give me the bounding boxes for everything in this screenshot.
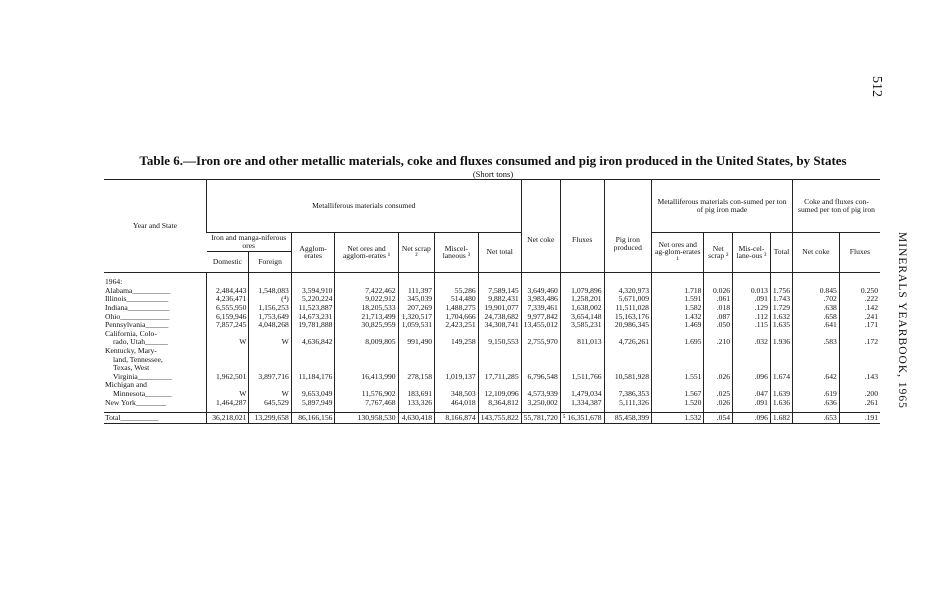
total-label: Total__________ [104,412,207,423]
table-cell: 1,962,501 [207,372,249,381]
header-pig-iron-produced: Pig iron produced [604,180,651,273]
total-cell: 8,166,874 [435,412,479,423]
header-pt-fluxes: Fluxes [839,233,880,273]
table-cell: 1.632 [770,312,792,321]
table-cell: 1,753,649 [249,312,291,321]
state-label: Ohio_____________ [105,311,170,321]
table-cell: 1.695 [651,338,703,347]
table-cell: 20,986,345 [604,321,651,330]
table-cell: 1,059,531 [398,321,434,330]
header-foreign: Foreign [249,251,291,272]
state-label: Indiana___________ [105,303,170,313]
table-cell: .583 [793,338,840,347]
data-table [104,179,880,424]
table-cell: 1.674 [770,372,792,381]
table-body [104,272,880,423]
table-cell [435,355,479,364]
table-cell: .172 [839,338,880,347]
table-cell [521,355,560,364]
table-cell: 7,386,353 [604,390,651,399]
table-cell: 3,250,002 [521,398,560,407]
table-cell: 55,286 [435,287,479,296]
table-cell [839,347,880,356]
state-label: California, Colo- [105,328,157,338]
table-cell: 4,636,842 [291,338,335,347]
table-cell [770,347,792,356]
table-cell: 345,039 [398,295,434,304]
table-cell: 4,320,973 [604,287,651,296]
table-cell: 17,711,285 [478,372,521,381]
header-pt-total: Total [770,233,792,273]
table-cell: 811,013 [560,338,604,347]
table-cell: 1.567 [651,390,703,399]
table-cell: 1.729 [770,304,792,313]
total-cell: 86,166,156 [291,412,335,423]
table-cell: .025 [704,390,733,399]
table-cell: 1.469 [651,321,703,330]
table-cell: 133,326 [398,398,434,407]
table-row [104,372,880,381]
header-miscellaneous: Miscel-laneous ³ [435,233,479,273]
table-row [104,347,880,356]
table-cell [249,347,291,356]
table-cell: 34,308,741 [478,321,521,330]
table-cell: 3,654,148 [560,312,604,321]
table-cell: 348,503 [435,390,479,399]
table-cell: 514,480 [435,295,479,304]
table-cell: 9,977,842 [521,312,560,321]
state-label: New York________ [105,397,167,407]
table-cell: .619 [793,390,840,399]
table-cell: 4,726,261 [604,338,651,347]
total-cell: 85,458,399 [604,412,651,423]
table-cell: .087 [704,312,733,321]
table-cell: 1,638,002 [560,304,604,313]
header-agglomerates: Agglom-erates [291,233,335,273]
table-cell: 11,523,887 [291,304,335,313]
table-cell: 6,555,950 [207,304,249,313]
table-cell: 3,585,231 [560,321,604,330]
table-cell: .026 [704,398,733,407]
table-cell: 24,738,682 [478,312,521,321]
table-cell: 1,334,387 [560,398,604,407]
table-cell: 9,022,912 [335,295,398,304]
table-cell: W [207,338,249,347]
table-cell: (⁴) [249,295,291,304]
table-cell: 11,511,028 [604,304,651,313]
table-cell: 645,529 [249,398,291,407]
table-cell: 0.250 [839,287,880,296]
table-cell: 3,649,460 [521,287,560,296]
table-cell: .636 [793,398,840,407]
table-cell: .112 [733,312,771,321]
table-cell: 19,781,888 [291,321,335,330]
header-iron-manganiferous: Iron and manga-niferous ores [207,233,292,252]
header-pt-net-coke: Net coke [793,233,840,273]
state-label: Alabama__________ [105,285,171,295]
header-pt-misc: Mis-cel-lane-ous ³ [733,233,771,273]
page-number: 512 [869,76,884,97]
table-cell: 1,320,517 [398,312,434,321]
table-cell: .026 [704,372,733,381]
table-cell: .642 [793,372,840,381]
table-cell: .261 [839,398,880,407]
table-cell: .018 [704,304,733,313]
table-cell: .222 [839,295,880,304]
table-cell: .129 [733,304,771,313]
table-cell: 30,825,959 [335,321,398,330]
total-cell: ⁵ 16,351,678 [560,412,604,423]
table-cell [478,355,521,364]
total-cell: 130,958,530 [335,412,398,423]
table-cell [207,347,249,356]
table-cell: .241 [839,312,880,321]
table-cell: 1.551 [651,372,703,381]
table-cell: .200 [839,390,880,399]
table-cell: 1.639 [770,390,792,399]
table-cell: .641 [793,321,840,330]
header-pt-net-scrap: Net scrap ² [704,233,733,273]
table-cell [651,355,703,364]
table-cell: 9,882,431 [478,295,521,304]
total-cell: 1.532 [651,412,703,423]
table-cell [291,355,335,364]
header-coke-fluxes-per-ton: Coke and fluxes con-sumed per ton of pig iron [793,180,881,233]
header-metalliferous-per-ton: Metalliferous materials con-sumed per ton of pig iron made [651,180,792,233]
table-cell: 1,464,287 [207,398,249,407]
table-cell: 149,258 [435,338,479,347]
table-cell: .061 [704,295,733,304]
table-cell: 1.520 [651,398,703,407]
table-cell: 5,111,326 [604,398,651,407]
table-cell [560,347,604,356]
table-cell: 0.026 [704,287,733,296]
table-cell: 278,158 [398,372,434,381]
table-cell: 1,258,201 [560,295,604,304]
state-label: Illinois___________ [105,294,169,304]
total-cell: 4,630,418 [398,412,434,423]
table-cell: 3,594,910 [291,287,335,296]
table-cell [704,355,733,364]
table-cell: 1.718 [651,287,703,296]
table-cell: 991,490 [398,338,434,347]
table-cell: 5,671,009 [604,295,651,304]
total-cell: .653 [793,412,840,423]
header-net-ores-agglomerates: Net ores and agglom-erates ¹ [335,233,398,273]
table-cell: 1,079,896 [560,287,604,296]
header-net-scrap: Net scrap ² [398,233,434,273]
state-label: Michigan and [105,380,147,390]
table-cell [793,355,840,364]
header-net-total: Net total [478,233,521,273]
table-cell: 1,156,253 [249,304,291,313]
table-cell: .032 [733,338,771,347]
total-cell: 1.682 [770,412,792,423]
table-cell: 6,159,946 [207,312,249,321]
table-cell: 11,184,176 [291,372,335,381]
table-cell: .091 [733,398,771,407]
year-label: 1964: [105,277,123,287]
table-cell: 13,455,012 [521,321,560,330]
table-cell [733,347,771,356]
table-cell: .171 [839,321,880,330]
table-cell: W [207,390,249,399]
table-cell: .210 [704,338,733,347]
table-cell: 0.845 [793,287,840,296]
table-cell: .658 [793,312,840,321]
header-pt-net-ores: Net ores and ag-glom-erates ¹ [651,233,703,273]
table-cell: 1.936 [770,338,792,347]
table-cell: 8,009,805 [335,338,398,347]
table-cell: 7,422,462 [335,287,398,296]
total-cell: 36,218,021 [207,412,249,423]
table-cell: 7,767,468 [335,398,398,407]
table-cell: 111,397 [398,287,434,296]
table-row [104,355,880,364]
table-cell [521,347,560,356]
table-cell [651,347,703,356]
table-cell: 1,019,137 [435,372,479,381]
table-cell: 1,704,666 [435,312,479,321]
table-cell [478,347,521,356]
table-row [104,398,880,407]
header-year-state: Year and State [104,180,207,273]
header-domestic: Domestic [207,251,249,272]
table-cell [839,355,880,364]
table-cell [207,355,249,364]
total-row [104,412,880,423]
table-cell [733,355,771,364]
table-cell [604,355,651,364]
table-cell [335,355,398,364]
table-subtitle: (Short tons) [472,169,514,179]
table-cell: 1.756 [770,287,792,296]
table-cell [435,347,479,356]
table-cell: 5,220,224 [291,295,335,304]
table-cell: 1.591 [651,295,703,304]
table-cell: 183,691 [398,390,434,399]
table-cell: 4,573,939 [521,390,560,399]
running-head: MINERALS YEARBOOK, 1965 [896,232,908,409]
table-cell [291,347,335,356]
total-cell: 55,781,720 [521,412,560,423]
total-cell: 143,755,822 [478,412,521,423]
table-cell: .096 [733,372,771,381]
table-cell: 1,548,083 [249,287,291,296]
table-cell: 207,269 [398,304,434,313]
table-cell: 1.636 [770,398,792,407]
table-row [104,338,880,347]
table-title: Table 6.—Iron ore and other metallic materials, coke and fluxes consumed and pig iron produced in the United States, by States [139,153,847,168]
table-cell: .115 [733,321,771,330]
table-cell: 0.013 [733,287,771,296]
table-cell: .091 [733,295,771,304]
state-label: Virginia_________ [113,371,172,381]
header-net-coke: Net coke [521,180,560,273]
table-cell: .143 [839,372,880,381]
table-cell: 1,488,275 [435,304,479,313]
table-cell [704,347,733,356]
table-cell: .142 [839,304,880,313]
state-label: Texas, West [113,363,150,373]
table-cell: 2,423,251 [435,321,479,330]
table-cell: 1.432 [651,312,703,321]
table-cell: 3,983,486 [521,295,560,304]
table-cell: 6,796,548 [521,372,560,381]
table-cell [398,355,434,364]
table-cell: 1.635 [770,321,792,330]
table-cell: W [249,338,291,347]
table-cell: 15,163,176 [604,312,651,321]
state-label: Minnesota_______ [113,388,172,398]
table-cell: 5,897,949 [291,398,335,407]
table-cell: 2,755,970 [521,338,560,347]
table-cell: 1,479,034 [560,390,604,399]
table-cell: .702 [793,295,840,304]
table-cell: 9,653,049 [291,390,335,399]
table-cell: 16,413,990 [335,372,398,381]
table-cell: 1.582 [651,304,703,313]
table-cell: 7,589,145 [478,287,521,296]
table-cell: 21,713,499 [335,312,398,321]
table-cell: 8,364,812 [478,398,521,407]
state-label: land, Tennessee, [113,354,163,364]
total-cell: 13,299,658 [249,412,291,423]
total-cell: .054 [704,412,733,423]
table-row [104,390,880,399]
total-cell: .096 [733,412,771,423]
table-cell [770,355,792,364]
table-cell: 11,576,902 [335,390,398,399]
table-cell: 2,484,443 [207,287,249,296]
table-cell: 1,511,766 [560,372,604,381]
table-cell [604,347,651,356]
table-cell: .050 [704,321,733,330]
table-cell: 18,205,533 [335,304,398,313]
table-cell: 12,109,096 [478,390,521,399]
table-cell: .638 [793,304,840,313]
table-cell: 3,897,716 [249,372,291,381]
table-cell: 1.743 [770,295,792,304]
table-cell [793,347,840,356]
state-label: Kentucky, Mary- [105,346,157,355]
state-label: rado, Utah______ [113,337,168,347]
table-cell: 4,236,471 [207,295,249,304]
table-cell: 464,018 [435,398,479,407]
table-cell: 14,673,231 [291,312,335,321]
table-cell: W [249,390,291,399]
header-metalliferous-consumed: Metalliferous materials consumed [207,180,522,233]
table-cell: 19,901,077 [478,304,521,313]
table-cell [560,355,604,364]
table-cell: 9,150,553 [478,338,521,347]
header-fluxes: Fluxes [560,180,604,273]
table-row [104,321,880,330]
state-label: Pennsylvania______ [105,320,169,330]
table-cell: 7,857,245 [207,321,249,330]
table-cell [398,347,434,356]
total-cell: .191 [839,412,880,423]
table-cell: .047 [733,390,771,399]
table-cell [335,347,398,356]
table-cell [249,355,291,364]
table-cell: 10,581,928 [604,372,651,381]
table-cell: 7,339,461 [521,304,560,313]
table-cell: 4,048,268 [249,321,291,330]
